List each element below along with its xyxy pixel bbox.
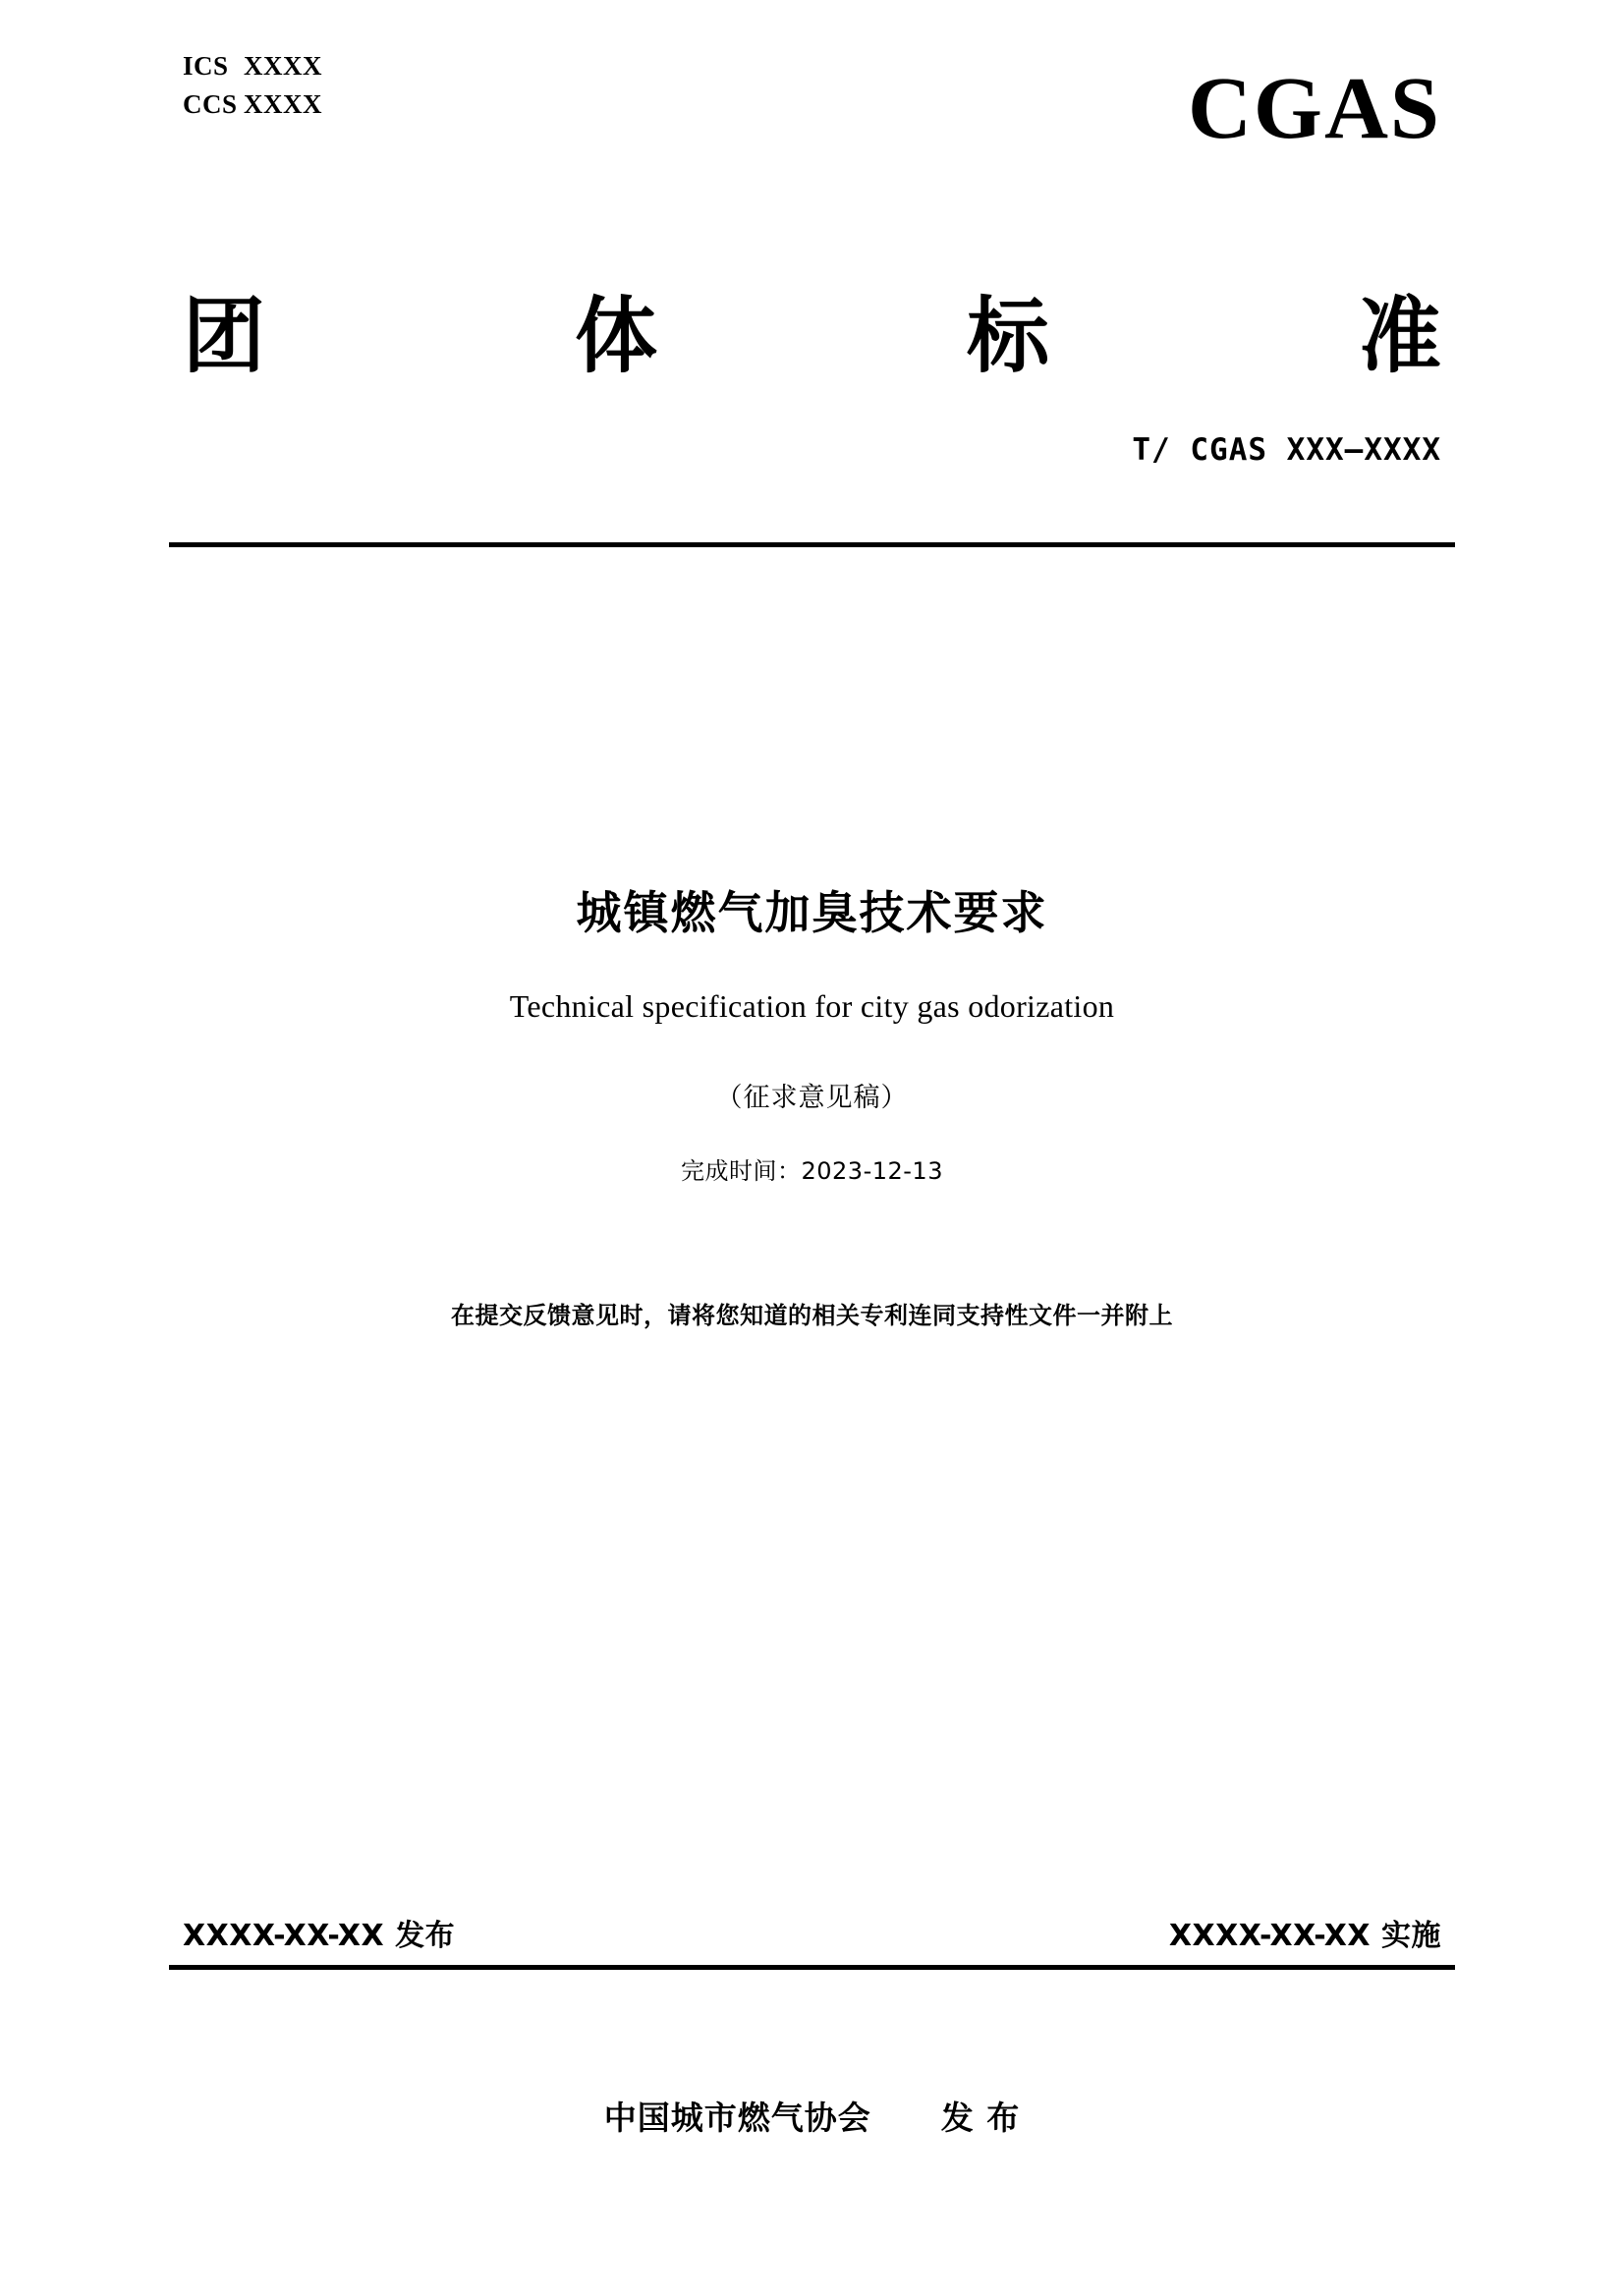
document-title-chinese: 城镇燃气加臭技术要求 [576, 886, 1048, 939]
publisher-name: 中国城市燃气协会 [603, 2099, 871, 2137]
group-standard-char-3: 标 [966, 288, 1049, 384]
cgas-logo: CGAS [1187, 60, 1441, 157]
effective-date: XXXX-XX-XX 实施 [1168, 1919, 1441, 1953]
ccs-value: XXXX [244, 89, 322, 120]
footer-dates [183, 1911, 1441, 1954]
group-standard-char-4: 准 [1358, 288, 1441, 384]
ics-label: ICS [183, 51, 229, 81]
group-standard-title [183, 288, 1441, 384]
group-standard-char-2: 体 [574, 288, 657, 384]
title-block [0, 884, 1624, 1330]
issue-date: XXXX-XX-XX 发布 [183, 1919, 456, 1953]
publisher-line [0, 2093, 1624, 2139]
document-title-english: Technical specification for city gas odorization [509, 987, 1115, 1024]
group-standard-char-1: 团 [183, 288, 266, 384]
classification-codes [183, 47, 322, 124]
ccs-code-line [183, 85, 322, 124]
ccs-label: CCS [183, 89, 238, 120]
publish-verb: 发 布 [940, 2099, 1021, 2137]
patent-notice: 在提交反馈意见时，请将您知道的相关专利连同支持性文件一并附上 [451, 1301, 1173, 1329]
ics-code-line [183, 47, 322, 85]
header-divider [169, 542, 1455, 547]
ics-value: XXXX [244, 51, 322, 81]
footer-divider [169, 1965, 1455, 1970]
completion-date: 完成时间：2023-12-13 [681, 1156, 943, 1185]
standard-number: T/ CGAS XXX—XXXX [1132, 432, 1441, 468]
document-stage-label: （征求意见稿） [715, 1082, 909, 1113]
